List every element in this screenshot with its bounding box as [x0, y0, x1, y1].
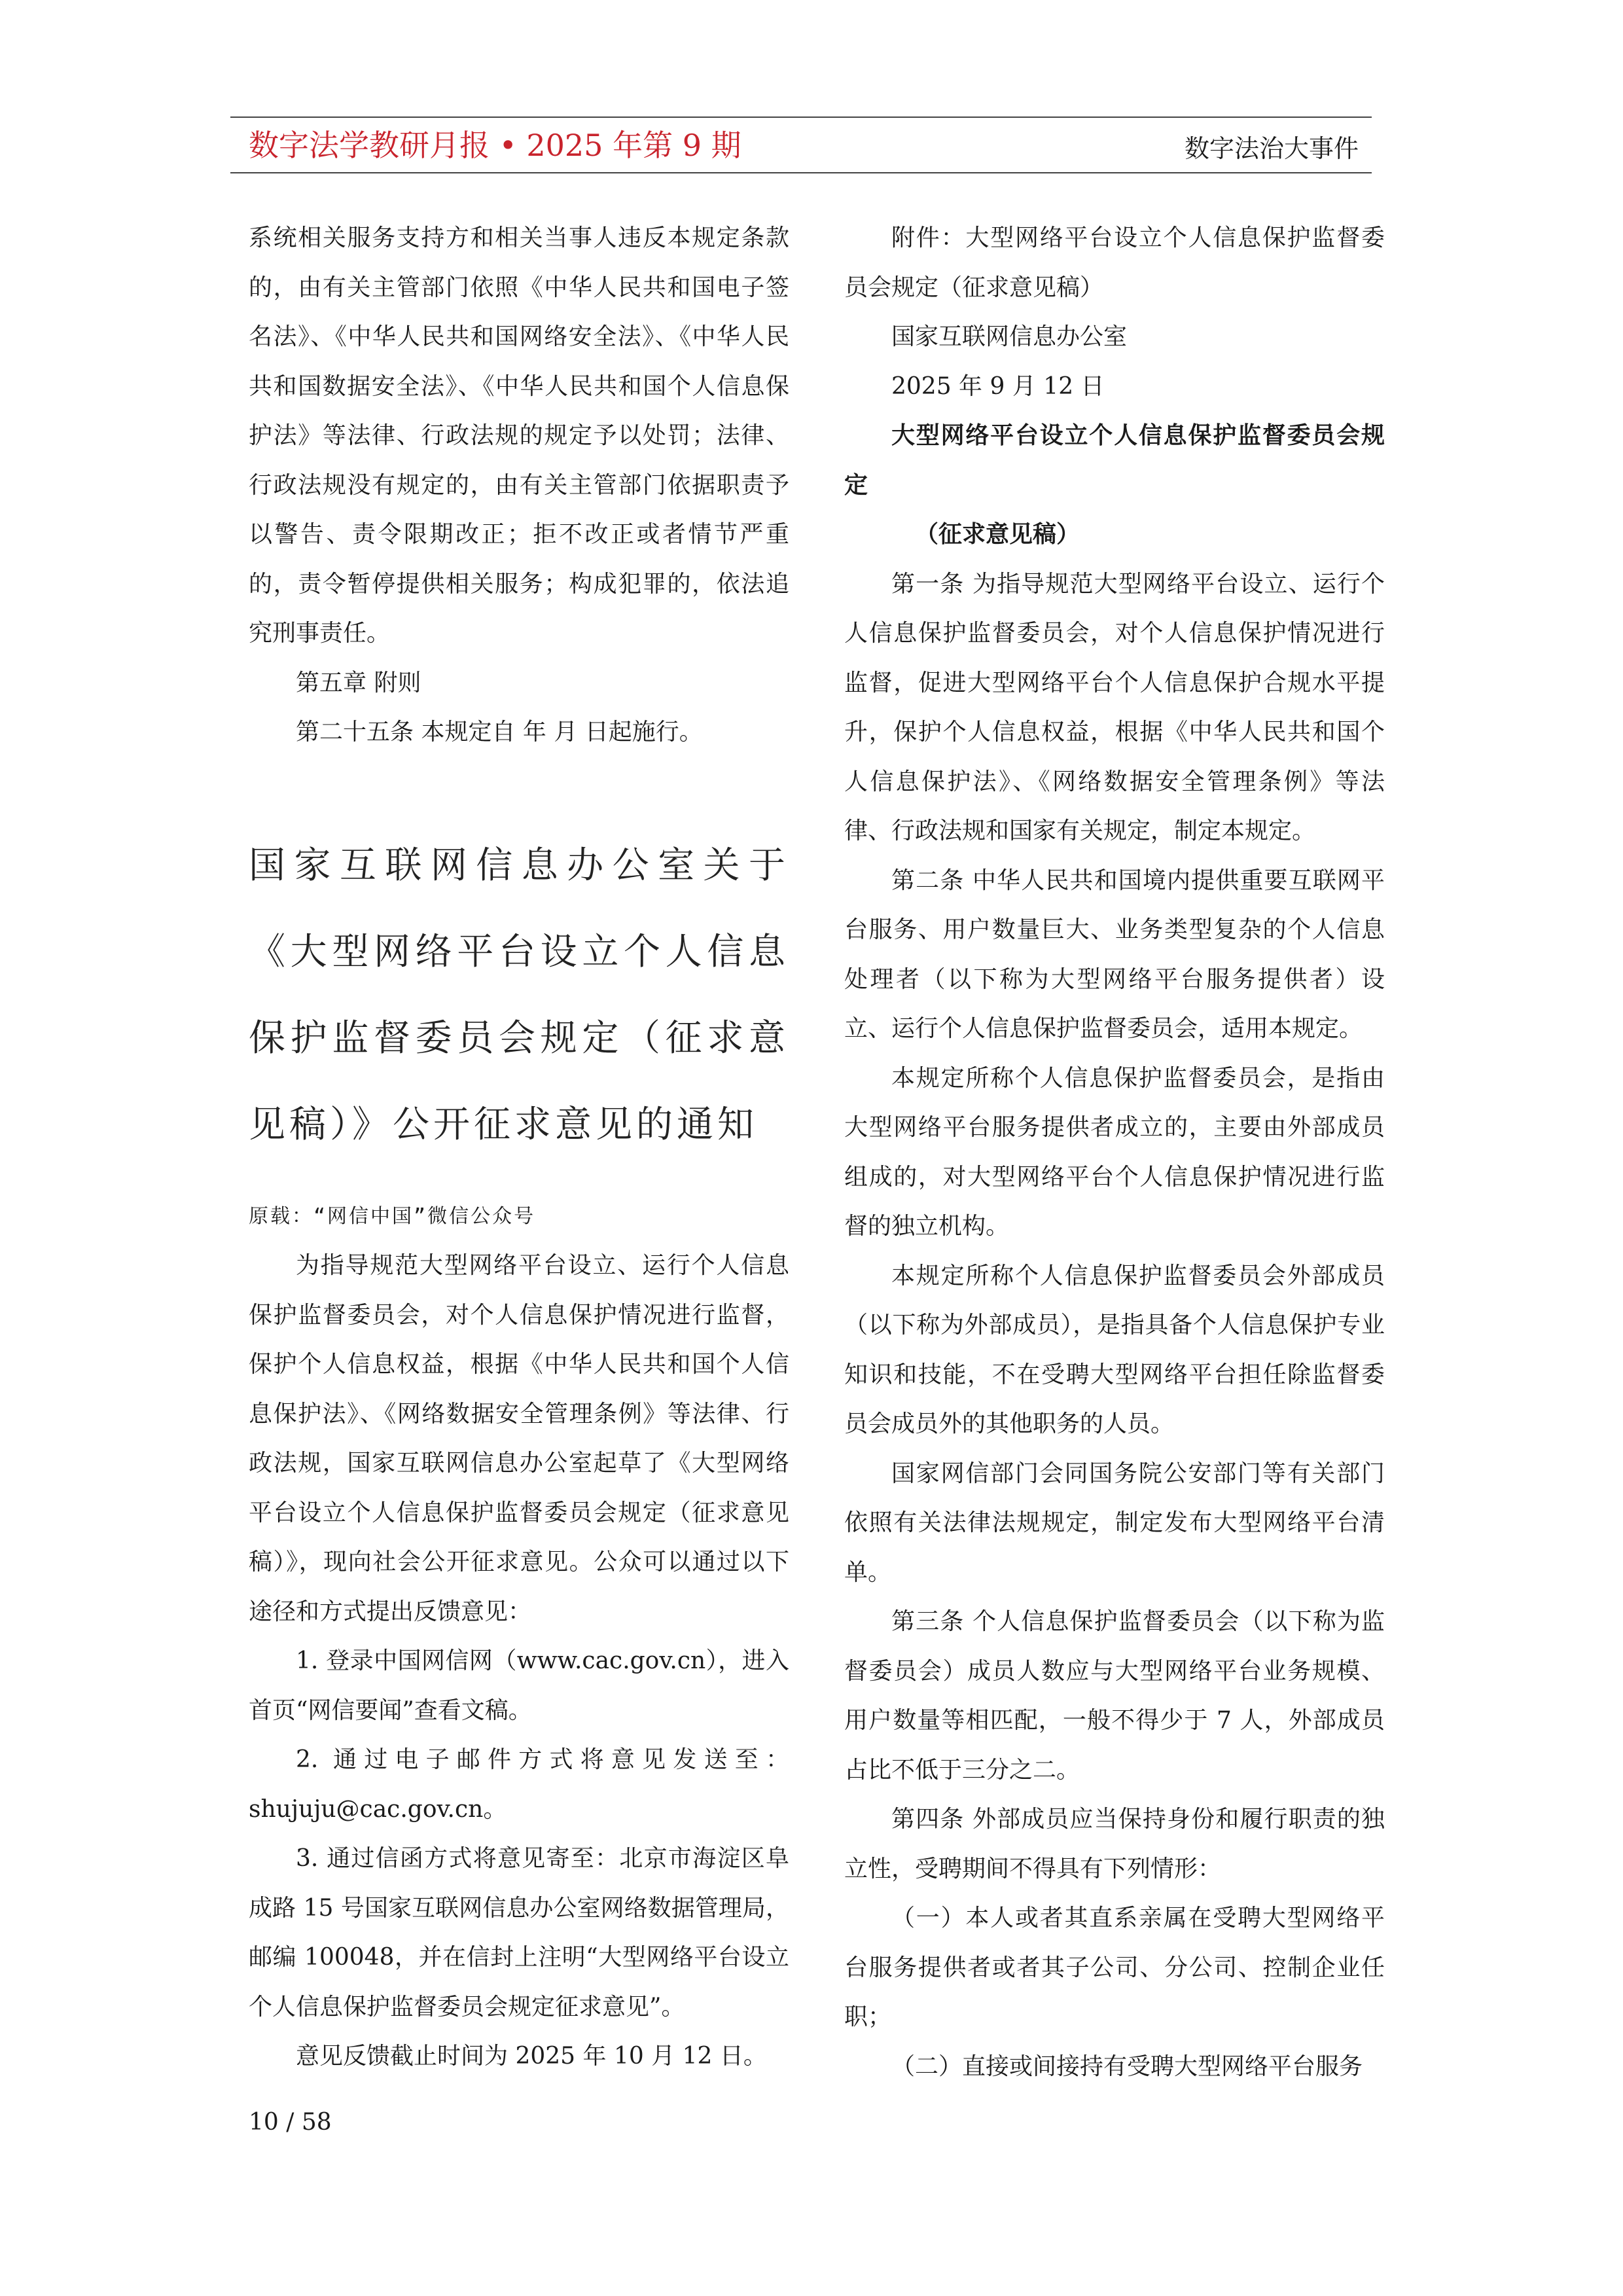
article-2-para-2: 本规定所称个人信息保护监督委员会，是指由大型网络平台服务提供者成立的，主要由外部成员组成的，对大型网络平台个人信息保护情况进行监督的独立机构。: [844, 1064, 1385, 1240]
left-column: [249, 213, 789, 2081]
article-1: 第一条 为指导规范大型网络平台设立、运行个人信息保护监督委员会，对个人信息保护情况进行监督，促进大型网络平台个人信息保护合规水平提升，保护个人信息权益，根据《中华人民共和国个人信息保护法》、《网络数据安全管理条例》等法律、行政法规和国家有关规定，制定本规定。: [844, 570, 1385, 844]
source-line: 原载：“网信中国”微信公众号: [249, 1204, 536, 1228]
article-3: 第三条 个人信息保护监督委员会（以下称为监督委员会）成员人数应与大型网络平台业务规模、用户数量等相匹配，一般不得少于 7 人，外部成员占比不低于三分之二。: [844, 1608, 1385, 1784]
continued-paragraph: 系统相关服务支持方和相关当事人违反本规定条款的，由有关主管部门依照《中华人民共和国电子签名法》、《中华人民共和国网络安全法》、《中华人民共和国数据安全法》、《中华人民共和国个人信息保护法》等法律、行政法规的规定予以处罚；法律、行政法规没有规定的，由有关主管部门依据职责予以警告、责令限期改正；拒不改正或者情节严重的，责令暂停提供相关服务；构成犯罪的，依法追究刑事责任。: [249, 224, 789, 647]
page-number: 10 / 58: [249, 2109, 332, 2136]
article-4-item-2: （二）直接或间接持有受聘大型网络平台服务: [891, 2053, 1363, 2080]
article-4: 第四条 外部成员应当保持身份和履行职责的独立性，受聘期间不得具有下列情形：: [844, 1806, 1385, 1882]
right-column: [844, 213, 1385, 2091]
article-2: 第二条 中华人民共和国境内提供重要互联网平台服务、用户数量巨大、业务类型复杂的个人信息处理者（以下称为大型网络平台服务提供者）设立、运行个人信息保护监督委员会，适用本规定。: [844, 867, 1385, 1042]
issuer-line: 国家互联网信息办公室: [891, 323, 1128, 350]
header-top-rule: [230, 117, 1372, 118]
feedback-item-2: 2. 通过电子邮件方式将意见发送至：shujuju@cac.gov.cn。: [249, 1746, 789, 1823]
article-25: 第二十五条 本规定自 年 月 日起施行。: [296, 719, 703, 745]
chapter-heading: 第五章 附则: [296, 669, 421, 696]
feedback-item-1: 1. 登录中国网信网（www.cac.gov.cn），进入首页“网信要闻”查看文稿。: [249, 1647, 789, 1724]
section-title: 数字法治大事件: [1184, 134, 1359, 163]
date-line: 2025 年 9 月 12 日: [891, 372, 1105, 400]
article-4-item-1: （一）本人或者其直系亲属在受聘大型网络平台服务提供者或者其子公司、分公司、控制企业任职；: [844, 1905, 1385, 2030]
regulation-subtitle: （征求意见稿）: [915, 520, 1080, 548]
article-2-para-4: 国家网信部门会同国务院公安部门等有关部门依照有关法律法规规定，制定发布大型网络平台清单。: [844, 1460, 1385, 1586]
header-bottom-rule: [230, 172, 1372, 173]
regulation-title: 大型网络平台设立个人信息保护监督委员会规定: [844, 422, 1385, 499]
feedback-item-3: 3. 通过信函方式将意见寄至：北京市海淀区阜成路 15 号国家互联网信息办公室网络数据管理局，邮编 100048，并在信封上注明“大型网络平台设立个人信息保护监督委员会规定征求意见”。: [249, 1845, 789, 2020]
deadline-paragraph: 意见反馈截止时间为 2025 年 10 月 12 日。: [296, 2043, 767, 2070]
journal-title: 数字法学教研月报 • 2025 年第 9 期: [249, 128, 741, 163]
attachment-line: 附件：大型网络平台设立个人信息保护监督委员会规定（征求意见稿）: [844, 224, 1385, 301]
intro-paragraph: 为指导规范大型网络平台设立、运行个人信息保护监督委员会，对个人信息保护情况进行监督，保护个人信息权益，根据《中华人民共和国个人信息保护法》、《网络数据安全管理条例》等法律、行政法规，国家互联网信息办公室起草了《大型网络平台设立个人信息保护监督委员会规定（征求意见稿）》，现向社会公开征求意见。公众可以通过以下途径和方式提出反馈意见：: [249, 1252, 789, 1625]
article-2-para-3: 本规定所称个人信息保护监督委员会外部成员（以下称为外部成员），是指具备个人信息保护专业知识和技能，不在受聘大型网络平台担任除监督委员会成员外的其他职务的人员。: [844, 1262, 1385, 1437]
notice-title: 国家互联网信息办公室关于《大型网络平台设立个人信息保护监督委员会规定（征求意见稿）》公开征求意见的通知: [249, 844, 789, 1146]
